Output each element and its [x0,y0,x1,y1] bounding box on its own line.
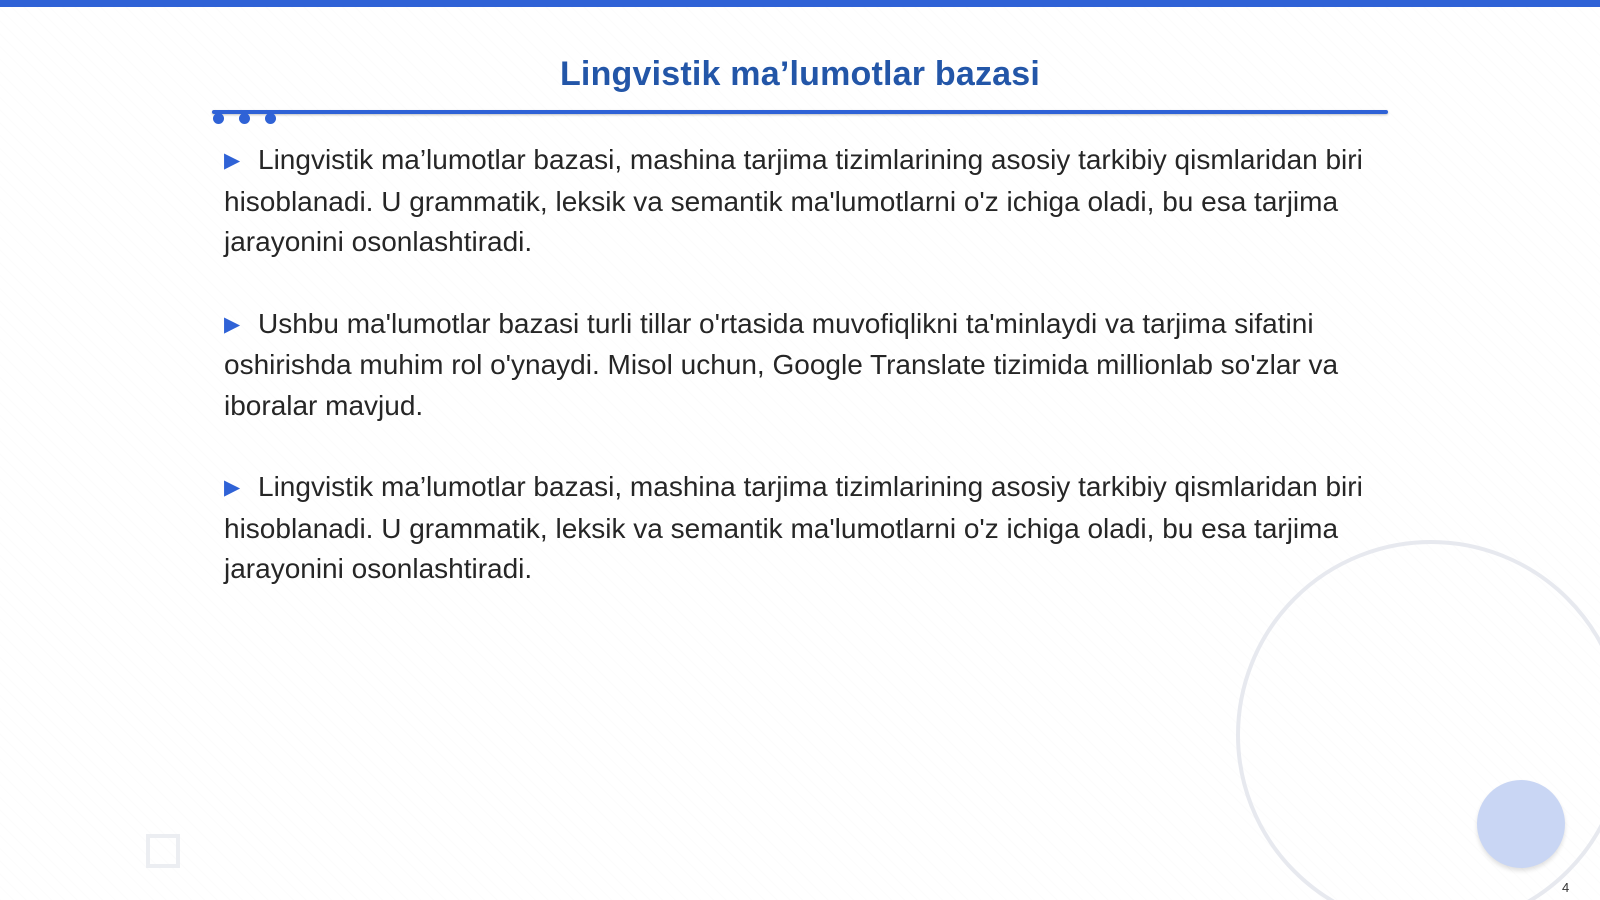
decor-dot [239,113,250,124]
bullet-text: Lingvistik ma’lumotlar bazasi, mashina tarjima tizimlarining asosiy tarkibiy qismlaridan biri hisoblanadi. U grammatik, leksik va semantik ma'lumotlarni o'z ichiga oladi, bu esa tarjima jarayonini osonlashtiradi. [224,144,1363,257]
title-underline [212,110,1388,114]
decor-circle [1477,780,1565,868]
decor-dot [213,113,224,124]
slide-title: Lingvistik ma’lumotlar bazasi [559,55,1041,93]
bullet-item [224,304,1364,427]
triangle-bullet-icon: ▶ [224,149,241,172]
bullet-item [224,140,1364,263]
decor-square [146,834,180,868]
bullet-text: Lingvistik ma’lumotlar bazasi, mashina tarjima tizimlarining asosiy tarkibiy qismlaridan biri hisoblanadi. U grammatik, leksik va semantik ma'lumotlarni o'z ichiga oladi, bu esa tarjima jarayonini osonlashtiradi. [224,471,1363,584]
triangle-bullet-icon: ▶ [224,312,241,336]
bullet-item [224,467,1364,590]
page-number: 4 [1562,880,1570,895]
top-accent-stripe [0,0,1600,7]
triangle-bullet-icon: ▶ [224,476,241,499]
bullet-list [224,140,1364,631]
decor-dot [265,113,276,124]
bullet-text: Ushbu ma'lumotlar bazasi turli tillar o'rtasida muvofiqlikni ta'minlaydi va tarjima sifatini oshirishda muhim rol o'ynaydi. Misol uchun, Google Translate tizimida millionlab so'zlar va iboralar mavjud. [224,307,1339,421]
